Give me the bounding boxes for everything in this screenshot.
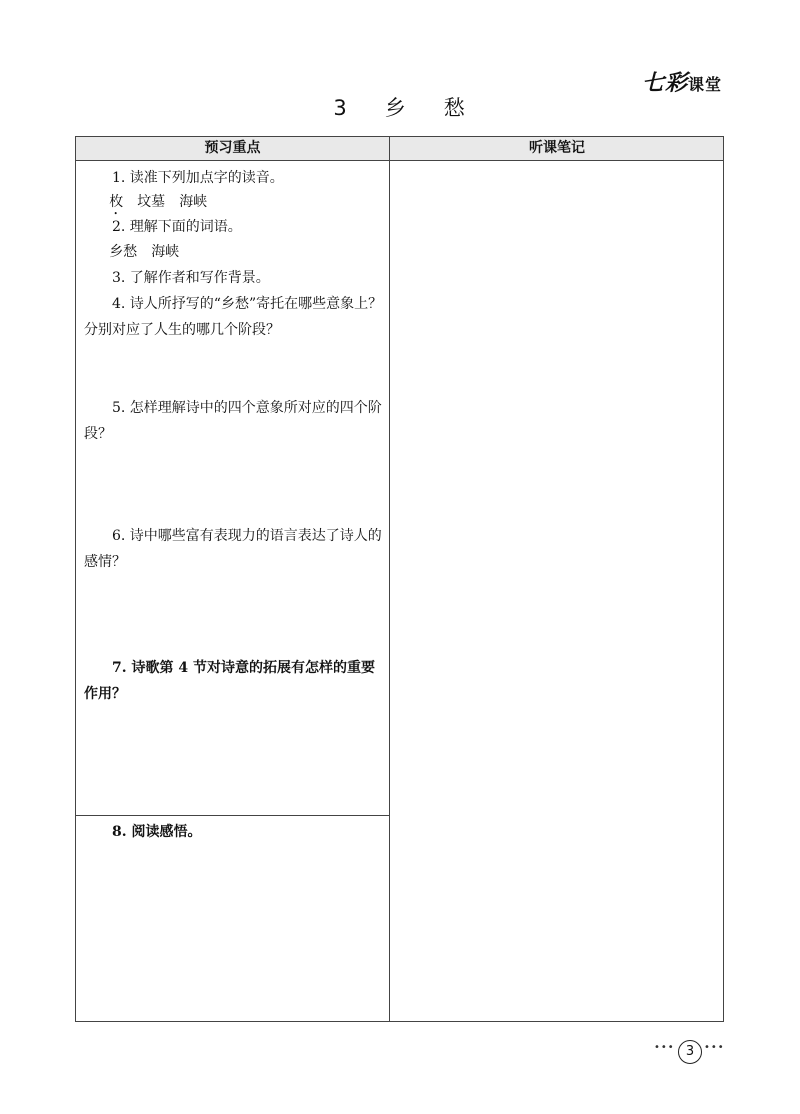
page-number: 3 <box>678 1040 702 1064</box>
page-number-badge <box>654 1040 726 1062</box>
dots-left-icon: ••• <box>654 1042 675 1053</box>
word-1: 枚 <box>109 194 124 210</box>
question-5: 5. 怎样理解诗中的四个意象所对应的四个阶段？ <box>84 400 382 442</box>
notes-area[interactable] <box>390 161 724 1021</box>
question-4: 4. 诗人所抒写的“乡愁”寄托在哪些意象上？分别对应了人生的哪几个阶段？ <box>84 296 383 338</box>
question-1: 1. 读准下列加点字的读音。 <box>112 170 284 186</box>
row-divider <box>76 815 389 816</box>
question-8: 8. 阅读感悟。 <box>112 824 202 840</box>
lesson-title <box>0 92 800 122</box>
lesson-title-char-1: 乡 <box>384 96 408 120</box>
question-3: 3. 了解作者和写作背景。 <box>112 270 270 286</box>
word-2: 坟墓 <box>137 194 166 210</box>
worksheet-table <box>75 136 724 1022</box>
column-header-preview: 预习重点 <box>204 140 261 156</box>
brand-logo-script: 七彩 <box>641 71 688 96</box>
lesson-title-char-2: 愁 <box>443 96 467 120</box>
question-2: 2. 理解下面的词语。 <box>112 219 242 235</box>
word-3: 海峡 <box>179 194 208 210</box>
question-7: 7. 诗歌第 4 节对诗意的拓展有怎样的重要作用？ <box>84 660 375 702</box>
dots-right-icon: ••• <box>704 1042 725 1053</box>
word-2: 海峡 <box>151 244 180 260</box>
brand-logo-suffix: 课堂 <box>687 75 722 94</box>
question-6: 6. 诗中哪些富有表现力的语言表达了诗人的感情？ <box>84 528 382 570</box>
lesson-number: 3 <box>333 96 349 120</box>
question-2-words <box>84 239 384 265</box>
column-header-notes: 听课笔记 <box>529 140 585 156</box>
word-1: 乡愁 <box>109 244 138 260</box>
table-header <box>76 137 723 161</box>
